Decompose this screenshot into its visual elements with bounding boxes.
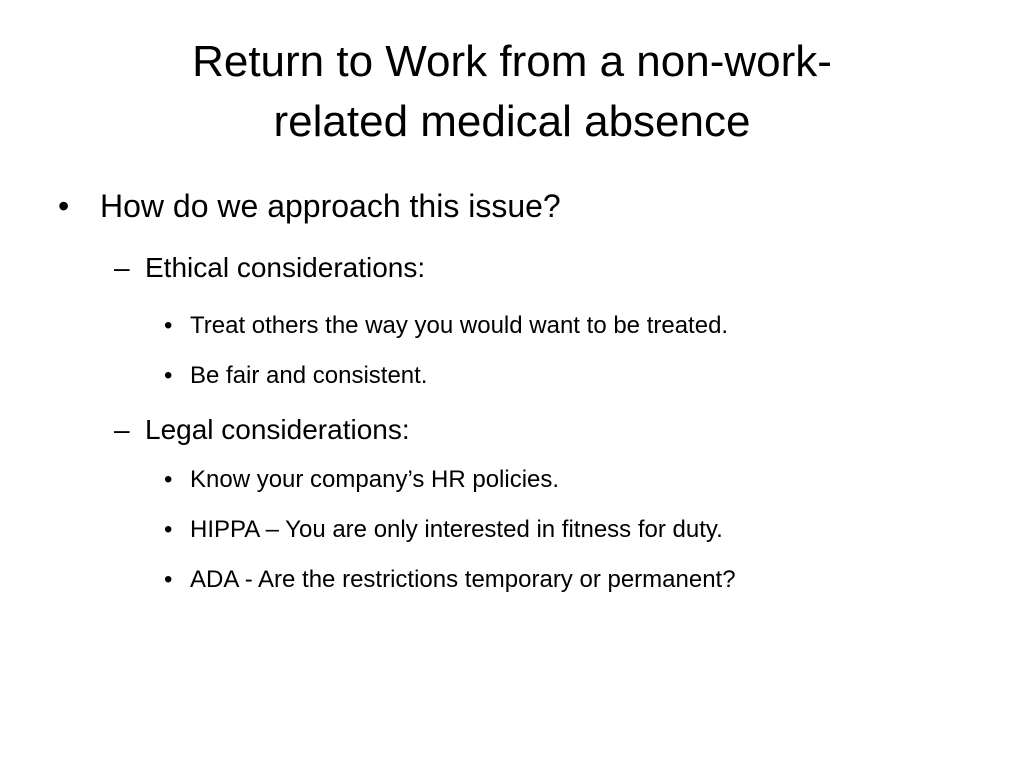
slide-title-line-1: Return to Work from a non-work- — [192, 37, 832, 86]
dash-marker: – — [114, 414, 130, 445]
list-item-text: Be fair and consistent. — [190, 362, 428, 389]
sub-bullet-ethical-text: Ethical considerations: — [145, 252, 426, 283]
list-item-text: Treat others the way you would want to be treated. — [190, 312, 729, 339]
bullet-marker: • — [164, 466, 173, 493]
slide-title — [60, 32, 964, 152]
bullet-marker: • — [164, 312, 173, 339]
bullet-marker: • — [164, 516, 173, 543]
bullet-marker: • — [58, 188, 70, 224]
list-item-text: HIPPA – You are only interested in fitness for duty. — [190, 516, 723, 543]
sub-bullet-legal-text: Legal considerations: — [145, 414, 410, 445]
bullet-marker: • — [164, 566, 173, 593]
bullet-main-text: How do we approach this issue? — [100, 188, 561, 224]
bullet-marker: • — [164, 362, 173, 389]
dash-marker: – — [114, 252, 130, 283]
slide-title-line-2: related medical absence — [273, 97, 751, 146]
list-item-text: ADA - Are the restrictions temporary or permanent? — [190, 566, 736, 593]
list-item-text: Know your company’s HR policies. — [190, 466, 560, 493]
